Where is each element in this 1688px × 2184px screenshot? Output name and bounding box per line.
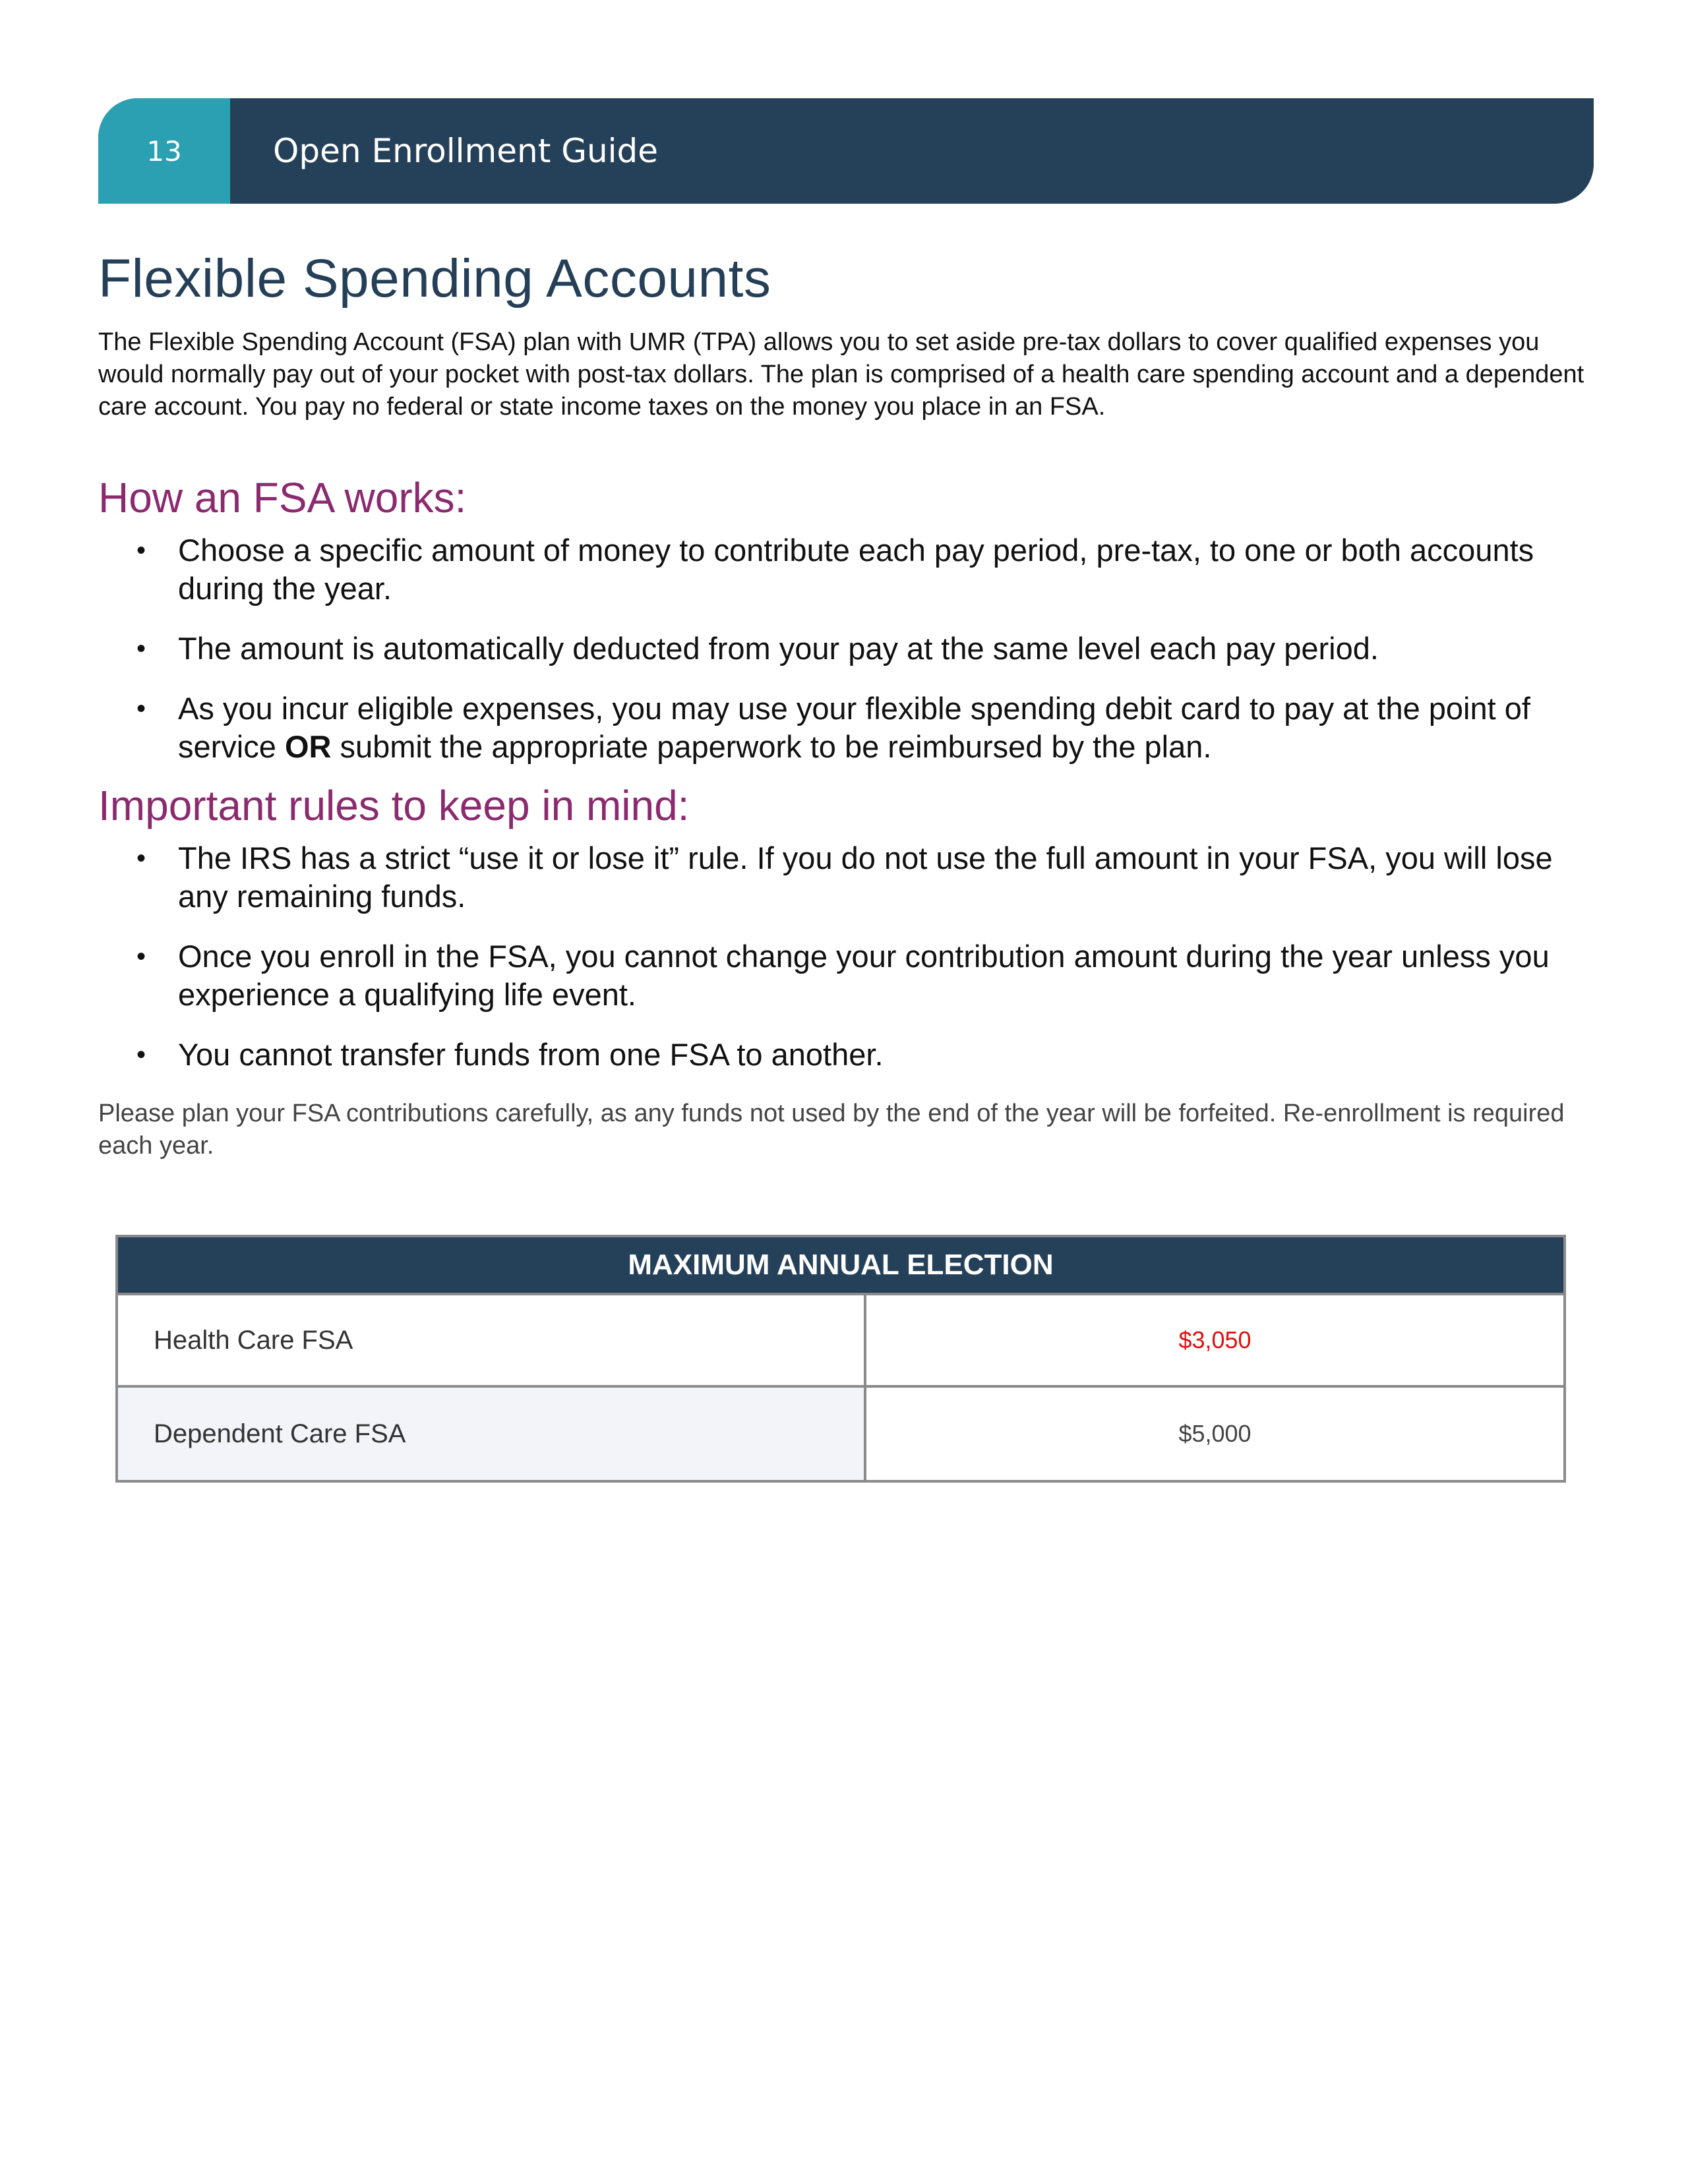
list-item-text: Once you enroll in the FSA, you cannot change your contribution amount during the year unless you experience a qualifying life event. [178, 939, 1550, 1012]
table-header: MAXIMUM ANNUAL ELECTION [118, 1237, 1563, 1295]
list-item-text-after: submit the appropriate paperwork to be reimbursed by the plan. [331, 729, 1212, 764]
list-item [98, 1036, 1588, 1074]
table-row [118, 1295, 1563, 1388]
bullet-icon: • [136, 694, 146, 723]
section-heading-how-it-works: How an FSA works: [98, 474, 467, 521]
row-label: Dependent Care FSA [118, 1388, 866, 1480]
list-item-emphasis: OR [284, 729, 332, 764]
row-value: $5,000 [1178, 1420, 1251, 1447]
bullet-icon: • [136, 634, 146, 663]
bullet-icon: • [136, 1040, 146, 1069]
list-item [98, 531, 1588, 608]
list-item [98, 839, 1588, 916]
bullet-icon: • [136, 536, 146, 565]
section-heading-rules: Important rules to keep in mind: [98, 782, 690, 829]
election-table [115, 1235, 1566, 1483]
how-it-works-list [98, 531, 1588, 788]
list-item-text-before: As you incur eligible expenses, you may use your flexible spending debit card to pay at the point of service [178, 691, 1530, 764]
list-item-text: The amount is automatically deducted from your pay at the same level each pay period. [178, 631, 1379, 666]
intro-paragraph: The Flexible Spending Account (FSA) plan with UMR (TPA) allows you to set aside pre-tax dollars to cover qualified expenses you would normally pay out of your pocket with post-tax dollars. The plan is comprised of a health care spending account and a dependent care account. You pay no federal or state income taxes on the money you place in an FSA. [98, 328, 1584, 421]
row-label: Health Care FSA [118, 1295, 866, 1385]
list-item-text: You cannot transfer funds from one FSA to another. [178, 1037, 884, 1072]
rules-list [98, 839, 1588, 1096]
table-row [118, 1388, 1563, 1480]
list-item-text: Choose a specific amount of money to contribute each pay period, pre-tax, to one or both accounts during the year. [178, 533, 1534, 606]
note-paragraph: Please plan your FSA contributions carefully, as any funds not used by the end of the year will be forfeited. Re-enrollment is required each year. [98, 1100, 1565, 1160]
list-item-text: The IRS has a strict “use it or lose it” rule. If you do not use the full amount in your FSA, you will lose any remaining funds. [178, 841, 1553, 914]
bullet-icon: • [136, 844, 146, 873]
page-number: 13 [98, 98, 230, 204]
list-item [98, 630, 1588, 668]
page-title: Flexible Spending Accounts [98, 249, 771, 309]
row-value: $3,050 [1178, 1326, 1251, 1353]
list-item [98, 937, 1588, 1014]
guide-title: Open Enrollment Guide [273, 132, 659, 170]
bullet-icon: • [136, 942, 146, 971]
header-banner [98, 98, 1594, 204]
list-item [98, 690, 1588, 766]
